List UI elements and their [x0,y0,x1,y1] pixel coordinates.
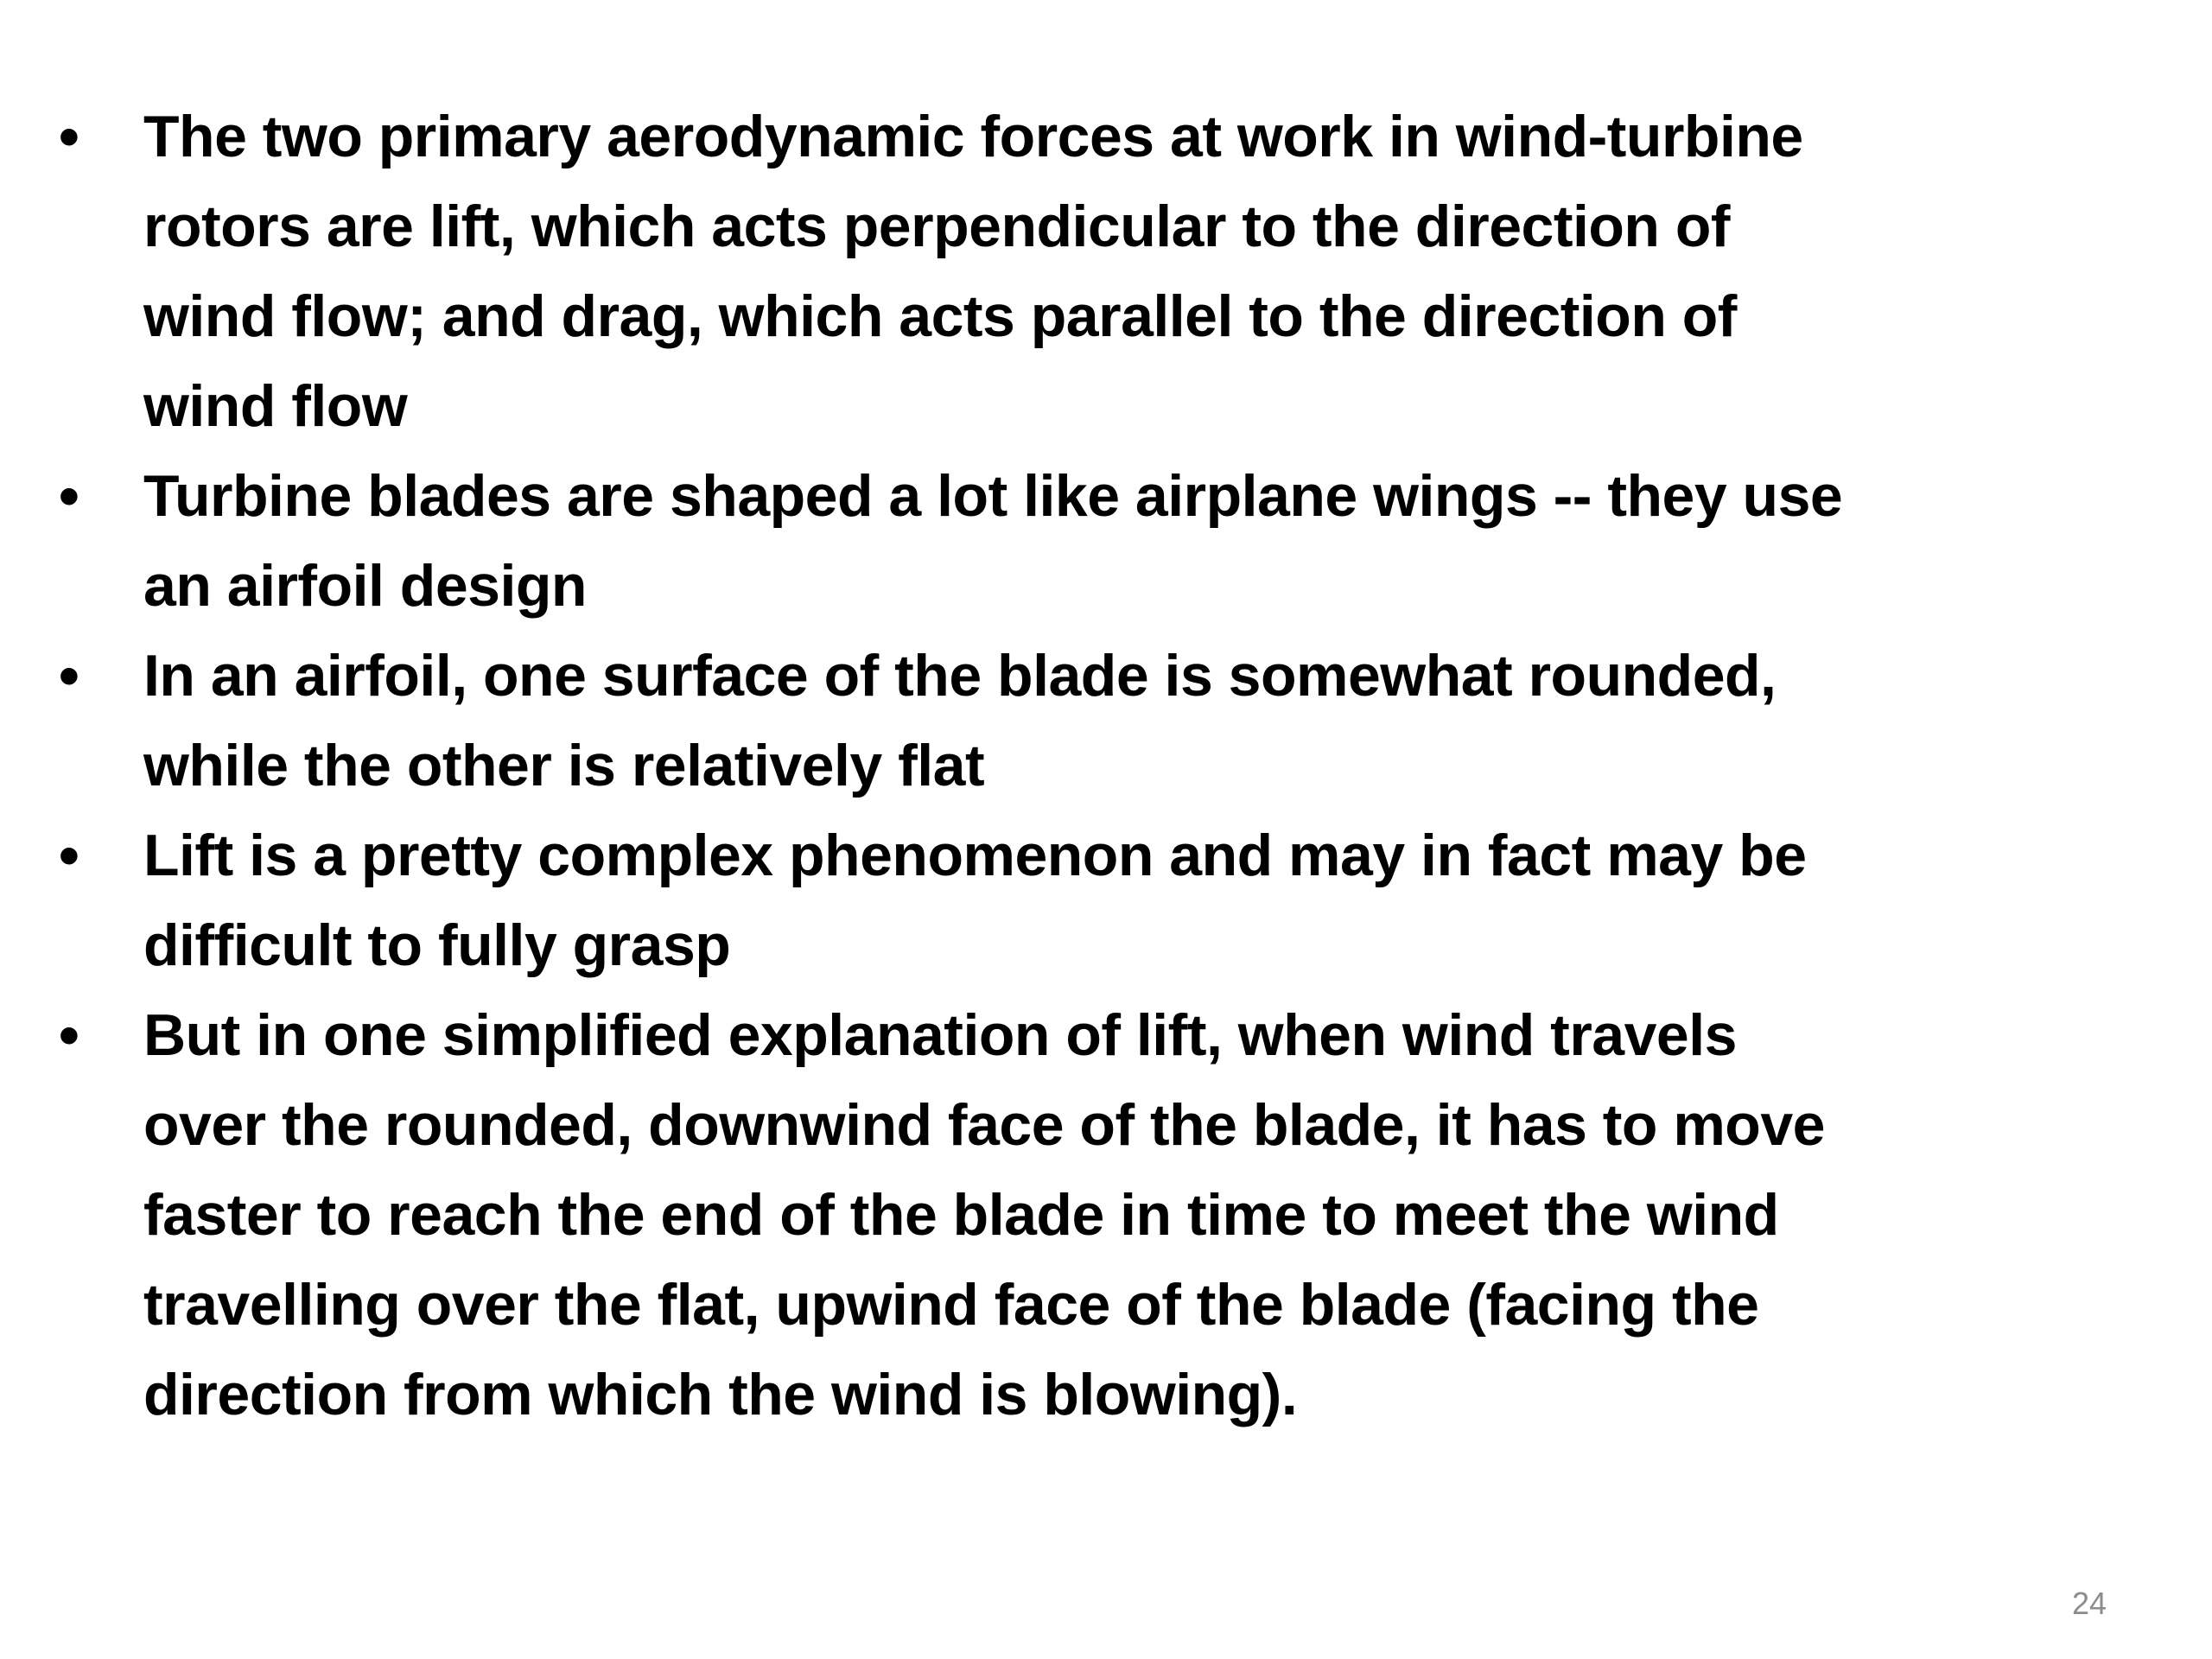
bullet-marker: • [59,463,79,529]
bullet-text-3: In an airfoil, one surface of the blade is somewhat rounded, while the other is relatively flat [143,643,1777,798]
bullet-item-5 [52,990,2126,1440]
bullet-marker: • [59,823,79,888]
bullet-text-5: But in one simplified explanation of lift, when wind travels over the rounded, downwind face of the blade, it has to move faster to reach the end of the blade in time to meet the wind travelling over the flat, upwind face of the blade (facing the direction from which the wind is blowing). [143,1002,1825,1427]
page-number: 24 [2071,1586,2107,1621]
bullet-text-1: The two primary aerodynamic forces at work in wind-turbine rotors are lift, which acts perpendicular to the direction of wind flow; and drag, which acts parallel to the direction of wind flow [143,104,1803,439]
bullet-marker: • [59,1002,79,1068]
bullet-item-3 [52,631,2126,810]
bullet-list [52,92,2126,1440]
bullet-text-2: Turbine blades are shaped a lot like airplane wings -- they use an airfoil design [143,463,1843,619]
bullet-item-2 [52,451,2126,631]
bullet-marker: • [59,643,79,709]
bullet-item-4 [52,810,2126,990]
bullet-marker: • [59,104,79,169]
bullet-item-1 [52,92,2126,451]
bullet-text-4: Lift is a pretty complex phenomenon and may in fact may be difficult to fully grasp [143,823,1807,978]
